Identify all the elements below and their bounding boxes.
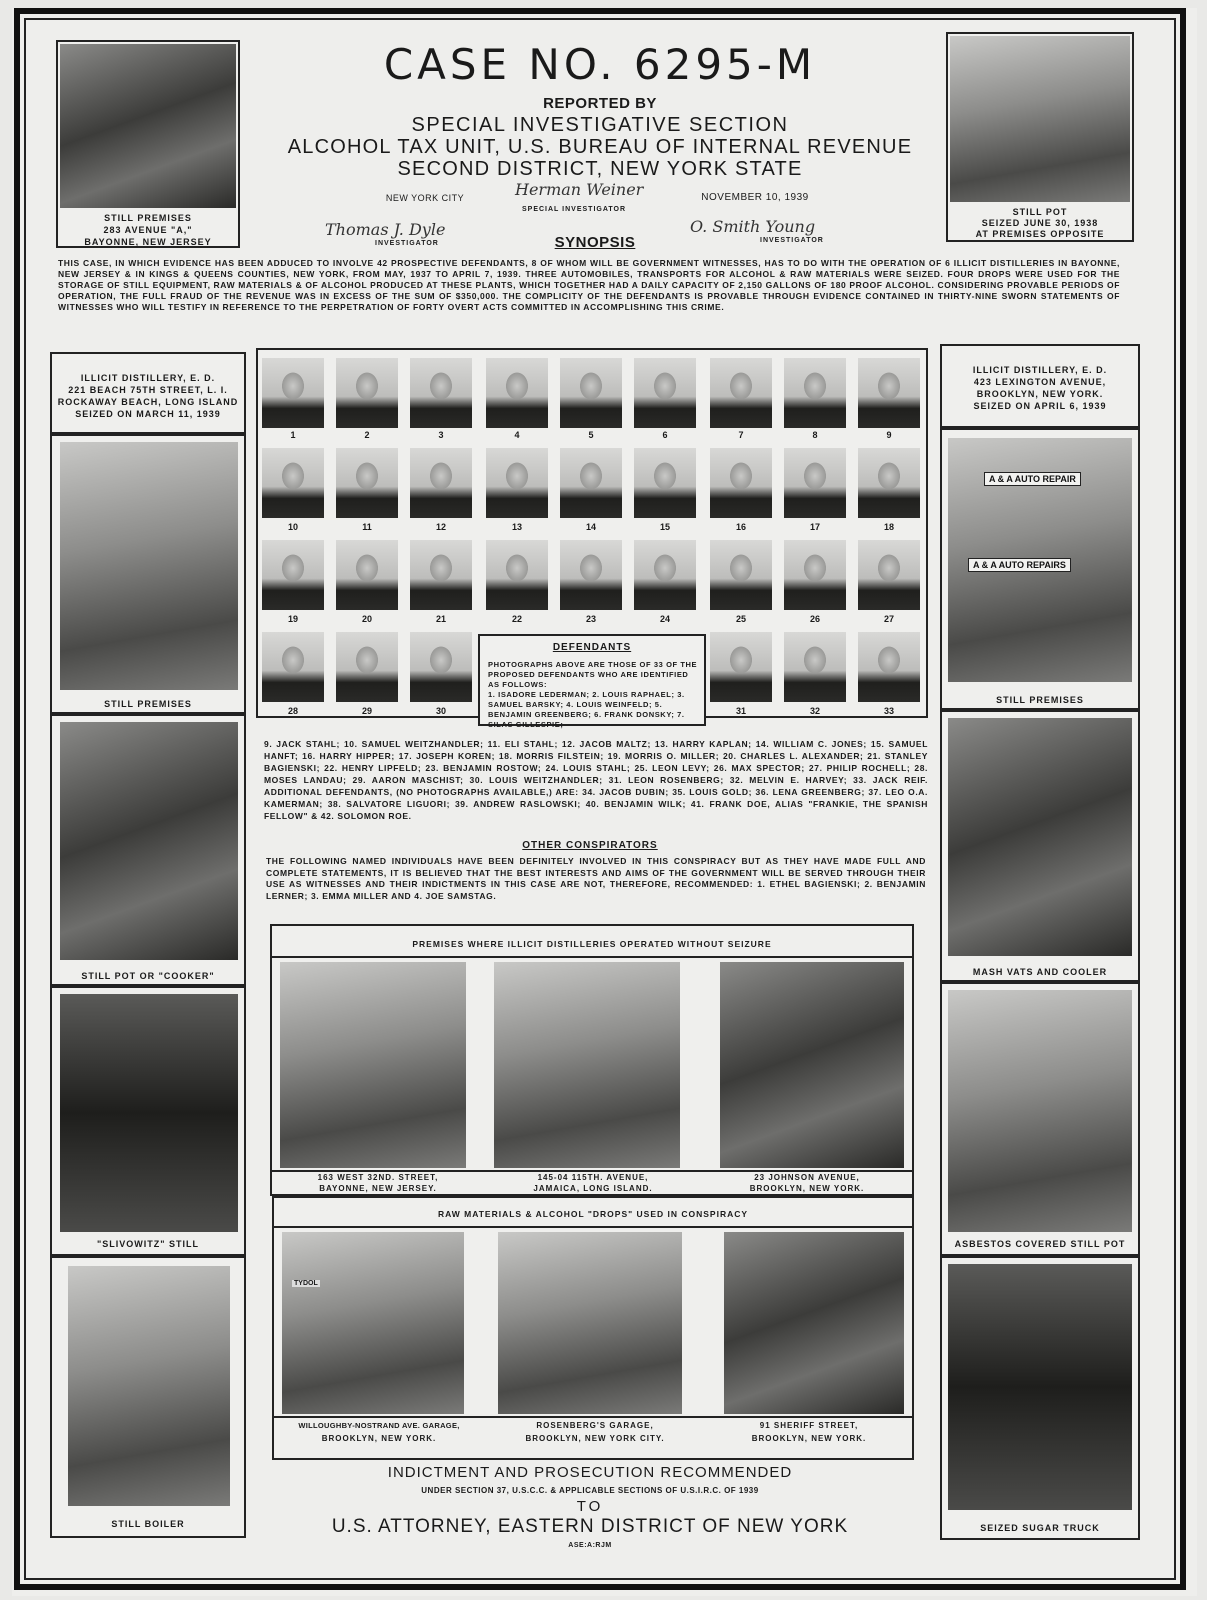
mugshot-18: [858, 448, 920, 518]
mugshot-23: [560, 540, 622, 610]
left-info-line-4: SEIZED ON MARCH 11, 1939: [75, 409, 221, 419]
mugshot-29: [336, 632, 398, 702]
synopsis-text: THIS CASE, IN WHICH EVIDENCE HAS BEEN ADDUCED TO INVOLVE 42 PROSPECTIVE DEFENDANTS, 8 OF WHOM WILL BE GOVERNMENT WITNESSES, HAS TO DO WITH THE OPERATION OF 6 ILLICIT DISTILLERIES IN BAYONNE, NEW JERSEY & IN KINGS & QUEENS COUNTIES, NEW YORK, FROM MAY, 1937 TO APRIL 7, 1939. THREE AUTOMOBILES, TRANSPORTS FOR ALCOHOL & RAW MATERIALS WERE SEIZED. FOUR DROPS WERE USED FOR THE STORAGE OF STILL EQUIPMENT, RAW MATERIALS & OF ALCOHOL PRODUCED AT THESE PLANTS, WHICH TOGETHER HAD A DAILY CAPACITY OF 2,150 GALLONS OF 180 PROOF ALCOHOL. CONSIDERING PROVABLE PERIODS OF OPERATION, THE FULL FRAUD OF THE REVENUE WAS IN EXCESS OF THE SUM OF $350,000. THE COMPLICITY OF THE DEFENDANTS IS PROVABLE THROUGH EVIDENCE CONTAINED IN THIRTY-NINE SWORN STATEMENTS OF WITNESSES WHO WILL TESTIFY IN REFERENCE TO THE PERPETRATION OF FORTY OVERT ACTS COMMITTED IN ACCOMPLISHING THIS CRIME.: [58, 258, 1120, 312]
still-pot-photo: [950, 36, 1130, 202]
left-photo-frame-2: [50, 714, 246, 986]
mugshot-2: [336, 358, 398, 428]
signature-investigator-right: O. Smith Young: [690, 217, 816, 236]
left-info-line-2: 221 BEACH 75TH STREET, L. I.: [68, 385, 228, 395]
defendants-title: DEFENDANTS: [552, 642, 632, 653]
drops-1-line-1: WILLOUGHBY-NOSTRAND AVE. GARAGE,: [298, 1421, 460, 1430]
signature-special-investigator: Herman Weiner: [515, 180, 644, 199]
statute: UNDER SECTION 37, U.S.C.C. & APPLICABLE SECTIONS OF U.S.I.R.C. OF 1939: [421, 1486, 759, 1495]
mugshot-30: [410, 632, 472, 702]
drops-3-line-2: BROOKLYN, NEW YORK.: [751, 1434, 867, 1443]
left-photo-frame-3: [50, 986, 246, 1256]
mugshot-10: [262, 448, 324, 518]
mugshot-6: [634, 358, 696, 428]
premises-photo-3: [720, 962, 904, 1168]
mugshot-24: [634, 540, 696, 610]
location: NEW YORK CITY: [385, 193, 465, 203]
mugshot-number: 12: [435, 522, 446, 532]
drops-photo-1: [282, 1232, 464, 1414]
mugshot-number: 33: [883, 706, 894, 716]
premises-photo-2: [494, 962, 680, 1168]
mugshot-19: [262, 540, 324, 610]
drops-photo-2: [498, 1232, 682, 1414]
investigator-label-left: INVESTIGATOR: [375, 240, 439, 247]
left-photo-frame-4: [50, 1256, 246, 1538]
mugshot-1: [262, 358, 324, 428]
right-photo-frame-2: [940, 710, 1140, 982]
left-photo-frame-1: [50, 434, 246, 714]
mugshot-7: [710, 358, 772, 428]
mugshot-8: [784, 358, 846, 428]
slivowitz-still-photo: [60, 994, 238, 1232]
left-caption-2: STILL POT OR "COOKER": [81, 971, 215, 981]
mugshot-number: 5: [588, 430, 594, 440]
premises-3-line-1: 23 JOHNSON AVENUE,: [754, 1173, 860, 1182]
mugshot-number: 6: [662, 430, 668, 440]
drops-2-line-2: BROOKLYN, NEW YORK CITY.: [525, 1434, 665, 1443]
premises-1-line-1: 163 WEST 32ND. STREET,: [317, 1173, 439, 1182]
mugshot-number: 24: [659, 614, 670, 624]
initials: ASE:A:RJM: [568, 1542, 612, 1549]
mugshot-number: 2: [364, 430, 370, 440]
mugshot-number: 1: [290, 430, 296, 440]
still-boiler-photo: [68, 1266, 230, 1506]
other-conspirators-text: THE FOLLOWING NAMED INDIVIDUALS HAVE BEEN DEFINITELY INVOLVED IN THIS CONSPIRACY BUT AS THEY HAVE MADE FULL AND COMPLETE STATEMENTS, IT IS BELIEVED THAT THE BEST INTERESTS AND AIMS OF THE GOVERNMENT WILL BE SERVED THROUGH THEIR USE AS WITNESSES AND THEIR INDICTMENTS IN THIS CASE ARE NOT, THEREFORE, RECOMMENDED: 1. ETHEL BAGIENSKI; 2. BENJAMIN LERNER; 3. EMMA MILLER AND 4. JOE SAMSTAG.: [266, 856, 926, 901]
top-left-caption-3: BAYONNE, NEW JERSEY: [84, 237, 212, 247]
mugshot-3: [410, 358, 472, 428]
left-info-line-3: ROCKAWAY BEACH, LONG ISLAND: [57, 397, 239, 407]
left-caption-4: STILL BOILER: [111, 1519, 185, 1529]
drops-panel-title: RAW MATERIALS & ALCOHOL "DROPS" USED IN CONSPIRACY: [437, 1209, 749, 1219]
other-conspirators-title: OTHER CONSPIRATORS: [522, 840, 658, 851]
defendants-box: [478, 634, 706, 729]
case-title: CASE NO. 6295-M: [383, 40, 817, 89]
auto-repair-sign-1: A & A AUTO REPAIR: [984, 472, 1081, 486]
drops-panel-divider: [274, 1226, 912, 1228]
mugshot-number: 25: [735, 614, 746, 624]
special-investigator-label: SPECIAL INVESTIGATOR: [522, 206, 627, 213]
mugshot-number: 23: [585, 614, 596, 624]
left-caption-3: "SLIVOWITZ" STILL: [96, 1239, 200, 1249]
auto-repair-building-photo: [948, 438, 1132, 682]
report-date: NOVEMBER 10, 1939: [701, 192, 809, 203]
premises-2-line-2: JAMAICA, LONG ISLAND.: [533, 1184, 653, 1193]
mugshot-13: [486, 448, 548, 518]
right-info-line-4: SEIZED ON APRIL 6, 1939: [973, 401, 1107, 411]
mugshot-number: 7: [738, 430, 744, 440]
mugshot-number: 18: [883, 522, 894, 532]
drops-caption-divider: [274, 1416, 912, 1418]
sugar-truck-photo: [948, 1264, 1132, 1510]
mugshot-22: [486, 540, 548, 610]
mugshot-number: 14: [585, 522, 596, 532]
mugshot-number: 8: [812, 430, 818, 440]
mugshot-20: [336, 540, 398, 610]
mugshot-17: [784, 448, 846, 518]
mugshot-number: 22: [511, 614, 522, 624]
right-caption-2: MASH VATS AND COOLER: [972, 967, 1108, 977]
tydol-sign: TYDOL: [294, 1280, 318, 1287]
mugshot-28: [262, 632, 324, 702]
mugshot-32: [784, 632, 846, 702]
top-left-photo-frame: [56, 40, 240, 248]
right-info-line-1: ILLICIT DISTILLERY, E. D.: [972, 365, 1108, 375]
top-right-caption-1: STILL POT: [1012, 207, 1068, 217]
defendants-intro: PHOTOGRAPHS ABOVE ARE THOSE OF 33 OF THE PROPOSED DEFENDANTS WHO ARE IDENTIFIED AS FOLLOWS:: [488, 660, 698, 689]
drops-photo-3: [724, 1232, 904, 1414]
mugshot-11: [336, 448, 398, 518]
top-right-photo-frame: [946, 32, 1134, 242]
defendants-list-continued: 9. JACK STAHL; 10. SAMUEL WEITZHANDLER; 11. ELI STAHL; 12. JACOB MALTZ; 13. HARRY KAPLAN; 14. WILLIAM C. JONES; 15. SAMUEL HANFT; 16. HARRY HIPPER; 17. JOSEPH KOREN; 18. MORRIS FILSTEIN; 19. MORRIS O. MILLER; 20. CHARLES L. ALEXANDER; 21. STANLEY BAGIENSKI; 22. HENRY LIPFELD; 23. BENJAMIN ROSTOW; 24. LOUIS STAHL; 25. LEON LEVY; 26. MAX SPECTOR; 27. PHILIP ROCHELL; 28. MOSES LANDAU; 29. AARON MASCHIST; 30. LOUIS WEITZHANDLER; 31. LEON ROSENBERG; 32. MELVIN E. HARVEY; 33. JACK REIF. ADDITIONAL DEFENDANTS, (NO PHOTOGRAPHS AVAILABLE,) ARE: 34. JACOB DUBIN; 35. LOUIS GOLD; 36. LENA GREENBERG; 37. LEO O.A. KAMERMAN; 38. SALVATORE LIGUORI; 39. ANDREW RASLOWSKI; 40. BENJAMIN WILK; 41. FRANK DOE, ALIAS "FRANKIE, THE SPANISH FELLOW" & 42. SOLOMON ROE.: [264, 739, 928, 821]
premises-1-line-2: BAYONNE, NEW JERSEY.: [319, 1184, 437, 1193]
top-left-caption-1: STILL PREMISES: [104, 213, 192, 223]
header-line-3: SECOND DISTRICT, NEW YORK STATE: [397, 158, 803, 180]
right-caption-4: SEIZED SUGAR TRUCK: [980, 1523, 1100, 1533]
drops-1-line-2: BROOKLYN, NEW YORK.: [321, 1434, 437, 1443]
drops-2-line-1: ROSENBERG'S GARAGE,: [536, 1421, 654, 1430]
mugshot-number: 4: [514, 430, 520, 440]
reported-by: REPORTED BY: [543, 95, 657, 112]
mugshot-27: [858, 540, 920, 610]
right-photo-frame-4: [940, 1256, 1140, 1540]
mugshot-14: [560, 448, 622, 518]
mugshot-5: [560, 358, 622, 428]
premises-without-seizure-panel: [270, 924, 914, 1196]
right-info-line-3: BROOKLYN, NEW YORK.: [976, 389, 1104, 399]
mugshot-number: 29: [361, 706, 372, 716]
header-line-1: SPECIAL INVESTIGATIVE SECTION: [411, 114, 789, 136]
premises-2-line-1: 145-04 115TH. AVENUE,: [537, 1173, 649, 1182]
top-left-caption-2: 283 AVENUE "A,": [103, 225, 193, 235]
right-photo-frame-1: [940, 428, 1140, 710]
left-caption-1: STILL PREMISES: [104, 699, 192, 709]
mugshot-number: 26: [809, 614, 820, 624]
mugshot-number: 19: [287, 614, 298, 624]
right-distillery-info-box: [940, 344, 1140, 428]
mugshot-number: 28: [287, 706, 298, 716]
mugshot-26: [784, 540, 846, 610]
mugshot-number: 17: [809, 522, 820, 532]
mash-vats-photo: [948, 718, 1132, 956]
mugshot-number: 27: [883, 614, 894, 624]
footer-to: TO: [576, 1498, 604, 1515]
defendants-list-box: 1. ISADORE LEDERMAN; 2. LOUIS RAPHAEL; 3. SAMUEL BARSKY; 4. LOUIS WEINFELD; 5. BENJAMIN GREENBERG; 6. FRANK DONSKY; 7. SILAS GILLESPIE;: [488, 690, 685, 729]
investigator-label-right: INVESTIGATOR: [760, 237, 824, 244]
mugshot-number: 11: [362, 522, 372, 532]
mugshot-9: [858, 358, 920, 428]
mugshot-33: [858, 632, 920, 702]
recipient: U.S. ATTORNEY, EASTERN DISTRICT OF NEW YORK: [331, 1516, 849, 1537]
mugshot-number: 20: [361, 614, 372, 624]
mugshot-25: [710, 540, 772, 610]
synopsis-title: SYNOPSIS: [554, 234, 636, 251]
mugshot-16: [710, 448, 772, 518]
signature-investigator-left: Thomas J. Dyle: [325, 220, 446, 239]
mugshot-number: 32: [809, 706, 820, 716]
mugshot-number: 16: [735, 522, 746, 532]
mugshot-number: 13: [511, 522, 522, 532]
right-caption-1: STILL PREMISES: [996, 695, 1084, 705]
mugshot-21: [410, 540, 472, 610]
premises-panel-title: PREMISES WHERE ILLICIT DISTILLERIES OPERATED WITHOUT SEIZURE: [412, 939, 772, 949]
right-info-line-2: 423 LEXINGTON AVENUE,: [973, 377, 1107, 387]
mugshot-number: 21: [435, 614, 446, 624]
right-caption-3: ASBESTOS COVERED STILL POT: [954, 1239, 1126, 1249]
auto-repair-sign-2: A & A AUTO REPAIRS: [968, 558, 1071, 572]
premises-panel-divider: [272, 956, 912, 958]
left-info-line-1: ILLICIT DISTILLERY, E. D.: [80, 373, 216, 383]
drops-panel: [272, 1196, 914, 1460]
recommendation: INDICTMENT AND PROSECUTION RECOMMENDED: [387, 1464, 793, 1481]
mugshot-number: 31: [735, 706, 746, 716]
still-pot-cooker-photo: [60, 722, 238, 960]
mugshot-number: 3: [438, 430, 444, 440]
header-line-2: ALCOHOL TAX UNIT, U.S. BUREAU OF INTERNAL REVENUE: [287, 136, 913, 158]
mugshot-31: [710, 632, 772, 702]
mugshot-12: [410, 448, 472, 518]
mugshot-15: [634, 448, 696, 518]
right-photo-frame-3: [940, 982, 1140, 1256]
left-distillery-info-box: [50, 352, 246, 434]
mugshot-number: 15: [659, 522, 670, 532]
asbestos-still-pot-photo: [948, 990, 1132, 1232]
premises-3-line-2: BROOKLYN, NEW YORK.: [749, 1184, 865, 1193]
mugshot-4: [486, 358, 548, 428]
drops-3-line-1: 91 SHERIFF STREET,: [759, 1421, 859, 1430]
mugshot-number: 30: [435, 706, 446, 716]
top-right-caption-3: AT PREMISES OPPOSITE: [975, 229, 1105, 239]
premises-photo-1: [280, 962, 466, 1168]
top-right-caption-2: SEIZED JUNE 30, 1938: [981, 218, 1099, 228]
left-still-premises-photo: [60, 442, 238, 690]
mugshot-number: 10: [287, 522, 298, 532]
still-premises-house-photo: [60, 44, 236, 208]
mugshot-number: 9: [886, 430, 892, 440]
